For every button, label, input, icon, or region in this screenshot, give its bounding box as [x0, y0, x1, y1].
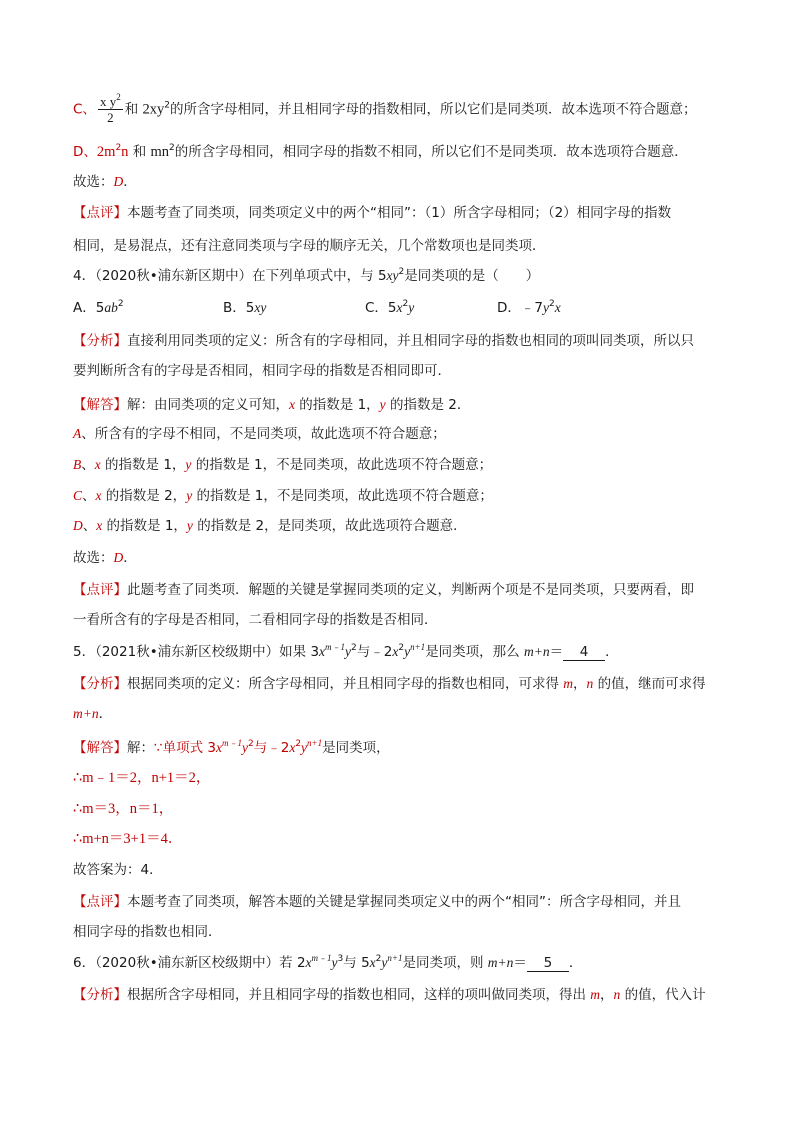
fraction: $\frac{x y^2}{2}$	[99, 92, 121, 125]
q4-option-d-explanation: D、x 的指数是 1，y 的指数是 2，是同类项，故此选项符合题意．	[73, 518, 467, 534]
q4-stem: 4．（2020秋•浦东新区期中）在下列单项式中，与 $5xy^2$是同类项的是（ ）	[73, 267, 540, 284]
q4-option-a-explanation: A、所含有的字母不相同，不是同类项，故此选项不符合题意；	[73, 426, 446, 442]
option-d-explanation: D、$2m^2n$ 和 $mn^2$的所含字母相同，相同字母的指数不相同，所以它们不是同类项．故本选项符合题意．	[73, 143, 688, 160]
q4-comment-line1: 【点评】此题考查了同类项．解题的关键是掌握同类项的定义，判断两个项是不是同类项，只要两看，即	[73, 582, 694, 598]
q5-solution-line: 【解答】解：∵单项式 $3x^{m﹣1}y^2$与$﹣2x^2y^{n+1}$是同类项，	[73, 738, 390, 756]
q5-stem: 5．（2021秋•浦东新区校级期中）如果 $3x^{m﹣1}y^2$与$﹣2x^2y^{n+1}$是同类项，那么 m+n＝ 4 ．	[73, 642, 619, 660]
q4-comment-line2: 一看所含有的字母是否相同，二看相同字母的指数是否相同．	[73, 612, 438, 628]
q5-step2: ∴m＝3，n＝1，	[73, 801, 174, 817]
q5-comment-line1: 【点评】本题考查了同类项，解答本题的关键是掌握同类项定义中的两个“相同”：所含字母相同，并且	[73, 894, 681, 910]
q6-stem: 6．（2020秋•浦东新区校级期中）若 $2x^{m﹣1}y^3$与 $5x^2y^{n+1}$是同类项，则 m+n＝ 5 ．	[73, 953, 583, 971]
q4-option-c-explanation: C、x 的指数是 2，y 的指数是 1，不是同类项，故此选项不符合题意；	[73, 488, 493, 504]
q6-analysis-line1: 【分析】根据所含字母相同，并且相同字母的指数也相同，这样的项叫做同类项，得出 m，n 的值，代入计	[73, 987, 706, 1003]
q4-option-c: C．$5x^2y$	[365, 299, 415, 316]
q4-solution-line: 【解答】解：由同类项的定义可知，x 的指数是 1，y 的指数是 2．	[73, 397, 471, 413]
q4-analysis-line2: 要判断所含有的字母是否相同，相同字母的指数是否相同即可．	[73, 363, 451, 379]
option-label: C、	[73, 101, 96, 118]
q5-analysis-line2: m+n．	[73, 706, 113, 722]
q5-analysis-line1: 【分析】根据同类项的定义：所含字母相同，并且相同字母的指数也相同，可求得 m，n 的值，继而可求得	[73, 676, 706, 692]
q4-choose-line: 故选：D．	[73, 550, 137, 566]
q5-step1: ∴m﹣1＝2，n+1＝2，	[73, 770, 211, 786]
q4-option-b: B．5xy	[223, 300, 267, 316]
q5-answer-line: 故答案为：4．	[73, 862, 163, 878]
q4-analysis-line1: 【分析】直接利用同类项的定义：所含有的字母相同，并且相同字母的指数也相同的项叫同类项，所以只	[73, 333, 694, 349]
q5-answer-blank: 4	[563, 644, 605, 661]
q3-comment-line1: 【点评】本题考查了同类项，同类项定义中的两个“相同”：（1）所含字母相同；（2）相同字母的指数	[73, 205, 672, 221]
option-c-explanation: C、 $\frac{x y^2}{2}$ 和 $2xy^2$的所含字母相同，并且相同字母的指数相同，所以它们是同类项．故本选项不符合题意；	[73, 92, 697, 125]
q4-option-b-explanation: B、x 的指数是 1，y 的指数是 1，不是同类项，故此选项不符合题意；	[73, 457, 493, 473]
q4-option-a: A．$5ab^2$	[73, 299, 124, 316]
q3-choose-line: 故选：D．	[73, 174, 137, 190]
q5-comment-line2: 相同字母的指数也相同．	[73, 924, 222, 940]
q4-option-d: D．$﹣7y^2x$	[497, 299, 561, 316]
q3-comment-line2: 相同，是易混点，还有注意同类项与字母的顺序无关，几个常数项也是同类项．	[73, 238, 546, 254]
q6-answer-blank: 5	[527, 955, 569, 972]
q5-step3: ∴m+n＝3+1＝4．	[73, 831, 183, 847]
